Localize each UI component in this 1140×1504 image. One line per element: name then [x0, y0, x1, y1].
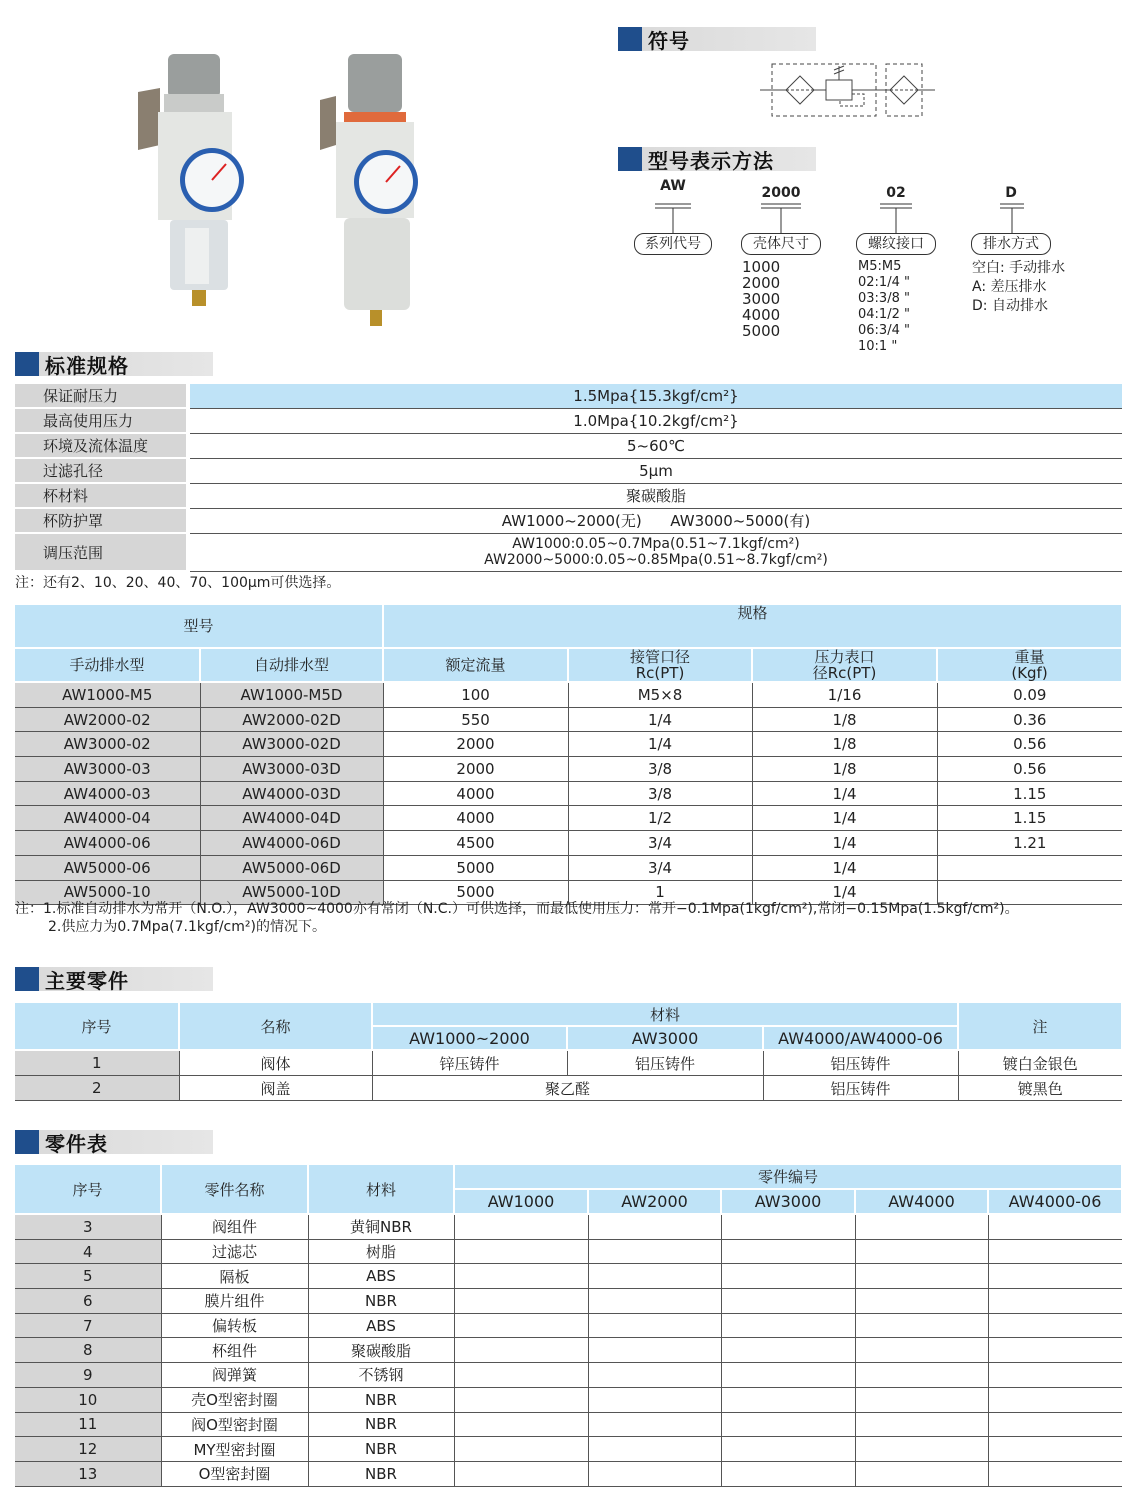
- cell-part-number: [855, 1363, 988, 1388]
- header-material: 材料: [372, 1003, 958, 1026]
- header-model-4: AW4000-06: [988, 1189, 1122, 1214]
- code-bracket: [880, 198, 912, 234]
- main-parts-header: [15, 1003, 1122, 1026]
- cell-part-number: [855, 1313, 988, 1338]
- table-row: [15, 1338, 1122, 1363]
- cell-material: NBR: [308, 1289, 454, 1314]
- cell-part-name: MY型密封圈: [161, 1437, 308, 1462]
- cell-weight: 0.56: [937, 757, 1122, 782]
- spec-value-range: [188, 533, 1122, 571]
- spec-row: [15, 433, 1122, 458]
- cell-auto-model: AW4000-03D: [200, 781, 383, 806]
- code-size: 2000: [761, 185, 801, 201]
- model-table-subheader: [15, 648, 1122, 682]
- spec-label: 环境及流体温度: [15, 433, 188, 458]
- code-port: 02: [886, 185, 906, 201]
- code-bracket: [761, 198, 801, 234]
- table-row: [15, 1313, 1122, 1338]
- cell-part-name: O型密封圈: [161, 1461, 308, 1486]
- cell-part-number: [721, 1239, 855, 1264]
- cell-auto-model: AW3000-02D: [200, 732, 383, 757]
- header-model-2: AW3000: [721, 1189, 855, 1214]
- cell-part-number: [855, 1387, 988, 1412]
- cell-auto-model: AW1000-M5D: [200, 682, 383, 707]
- cell-part-number: [721, 1289, 855, 1314]
- cell-part-number: [855, 1264, 988, 1289]
- cell-part-number: [454, 1289, 588, 1314]
- cell-manual-model: AW4000-06: [15, 831, 200, 856]
- cell-part-name: 阀组件: [161, 1214, 308, 1239]
- cell-flow: 2000: [383, 732, 568, 757]
- main-parts-table: [15, 1003, 1123, 1101]
- code-options-port: M5:M5 02:1/4 " 03:3/8 " 04:1/2 " 06:3/4 " 10:1 ": [858, 259, 910, 354]
- cell-gauge: 1/4: [752, 855, 937, 880]
- table-row: [15, 1264, 1122, 1289]
- spec-label: 调压范围: [15, 533, 188, 571]
- table-row: [15, 1076, 1122, 1101]
- cell-manual-model: AW2000-02: [15, 707, 200, 732]
- cell-weight: [937, 855, 1122, 880]
- cell-manual-model: AW1000-M5: [15, 682, 200, 707]
- cell-port: 3/4: [568, 831, 752, 856]
- cell-part-name: 膜片组件: [161, 1289, 308, 1314]
- cell-port: 1/4: [568, 732, 752, 757]
- cell-port: 3/8: [568, 781, 752, 806]
- filter-regulator-manual-image: [138, 54, 244, 306]
- cell-material: NBR: [308, 1461, 454, 1486]
- cell-gauge: 1/8: [752, 707, 937, 732]
- cell-flow: 4500: [383, 831, 568, 856]
- header-flow: 额定流量: [383, 648, 568, 682]
- cell-port: 1/4: [568, 707, 752, 732]
- spec-value: 5~60℃: [188, 433, 1122, 458]
- cell-material: 铝压铸件: [763, 1076, 958, 1101]
- cell-part-number: [588, 1338, 721, 1363]
- cell-material: ABS: [308, 1264, 454, 1289]
- table-row: [15, 855, 1122, 880]
- table-row: [15, 1437, 1122, 1462]
- cell-flow: 100: [383, 682, 568, 707]
- range-line-1: AW1000:0.05~0.7Mpa(0.51~7.1kgf/cm²): [512, 536, 800, 552]
- cell-weight: 1.15: [937, 806, 1122, 831]
- code-label-size: 壳体尺寸: [741, 233, 821, 255]
- table-row: [15, 732, 1122, 757]
- spec-label: 杯防护罩: [15, 508, 188, 533]
- cell-gauge: 1/4: [752, 831, 937, 856]
- model-table: [15, 605, 1123, 905]
- cell-part-number: [588, 1412, 721, 1437]
- cell-flow: 550: [383, 707, 568, 732]
- header-gauge: 压力表口 径Rc(PT): [752, 648, 937, 682]
- cell-port: 1: [568, 880, 752, 905]
- cell-manual-model: AW3000-03: [15, 757, 200, 782]
- parts-table: [15, 1165, 1123, 1487]
- header-partno: 零件编号: [454, 1165, 1122, 1189]
- cell-gauge: 1/16: [752, 682, 937, 707]
- cell-manual-model: AW4000-04: [15, 806, 200, 831]
- code-bracket: [655, 198, 691, 234]
- cell-part-number: [721, 1264, 855, 1289]
- code-series: AW: [660, 178, 686, 194]
- spec-label: 杯材料: [15, 483, 188, 508]
- cell-part-number: [988, 1313, 1122, 1338]
- cell-part-number: [588, 1387, 721, 1412]
- cell-no: 2: [15, 1076, 179, 1101]
- cell-no: 10: [15, 1387, 161, 1412]
- cell-name: 阀盖: [179, 1076, 372, 1101]
- filter-regulator-auto-image: [320, 54, 418, 326]
- cell-material: 铝压铸件: [763, 1050, 958, 1076]
- table-row: [15, 1289, 1122, 1314]
- cell-part-number: [454, 1338, 588, 1363]
- model-note-2: 2.供应力为0.7Mpa(7.1kgf/cm²)的情况下。: [48, 919, 326, 935]
- cell-part-number: [988, 1239, 1122, 1264]
- cell-part-number: [588, 1289, 721, 1314]
- cell-no: 7: [15, 1313, 161, 1338]
- cell-gauge: 1/4: [752, 806, 937, 831]
- cell-port: 1/2: [568, 806, 752, 831]
- cell-part-number: [588, 1264, 721, 1289]
- cell-gauge: 1/4: [752, 781, 937, 806]
- cell-material: 黄铜NBR: [308, 1214, 454, 1239]
- cell-auto-model: AW2000-02D: [200, 707, 383, 732]
- code-options-drain: 空白: 手动排水 A: 差压排水 D: 自动排水: [972, 260, 1066, 314]
- spec-row: [15, 408, 1122, 433]
- cell-material: NBR: [308, 1387, 454, 1412]
- cell-auto-model: AW3000-03D: [200, 757, 383, 782]
- cell-no: 9: [15, 1363, 161, 1388]
- spec-table: [15, 384, 1122, 572]
- cell-flow: 4000: [383, 781, 568, 806]
- cell-part-number: [988, 1412, 1122, 1437]
- code-bracket: [1000, 198, 1024, 234]
- cell-flow: 2000: [383, 757, 568, 782]
- spec-note: 注：还有2、10、20、40、70、100μm可供选择。: [15, 575, 341, 591]
- table-row: [15, 781, 1122, 806]
- header-m3: AW4000/AW4000-06: [763, 1026, 958, 1050]
- code-drain: D: [1005, 185, 1017, 201]
- cell-part-number: [988, 1387, 1122, 1412]
- cell-part-name: 阀O型密封圈: [161, 1412, 308, 1437]
- spec-row: [15, 384, 1122, 408]
- cell-name: 阀体: [179, 1050, 372, 1076]
- cell-auto-model: AW4000-06D: [200, 831, 383, 856]
- cell-manual-model: AW5000-10: [15, 880, 200, 905]
- cell-part-number: [454, 1239, 588, 1264]
- section-header-main-parts: 主要零件: [15, 967, 213, 991]
- header-manual: 手动排水型: [15, 648, 200, 682]
- cell-part-number: [855, 1289, 988, 1314]
- spec-value: 5μm: [188, 458, 1122, 483]
- header-m2: AW3000: [567, 1026, 763, 1050]
- cell-no: 4: [15, 1239, 161, 1264]
- cell-part-number: [588, 1313, 721, 1338]
- header-name: 名称: [179, 1003, 372, 1050]
- header-no: 序号: [15, 1003, 179, 1050]
- model-note-1: 注：1.标准自动排水为常开（N.O.），AW3000~4000亦有常闭（N.C.）可供选择，而最低使用压力：常开−0.1Mpa(1kgf/cm²),常闭−0.15Mpa(1.5kgf/cm²)。: [15, 901, 1019, 917]
- cell-part-number: [988, 1338, 1122, 1363]
- cell-part-number: [988, 1289, 1122, 1314]
- spec-value: 1.0Mpa{10.2kgf/cm²}: [188, 408, 1122, 433]
- cell-material: 聚乙醛: [372, 1076, 763, 1101]
- cell-part-name: 壳O型密封圈: [161, 1387, 308, 1412]
- cell-part-number: [454, 1437, 588, 1462]
- cell-part-name: 杯组件: [161, 1338, 308, 1363]
- section-header-parts-list: 零件表: [15, 1130, 213, 1154]
- cell-flow: 5000: [383, 855, 568, 880]
- cell-note: 镀黑色: [958, 1076, 1122, 1101]
- cell-no: 12: [15, 1437, 161, 1462]
- cell-part-number: [588, 1437, 721, 1462]
- cell-no: 3: [15, 1214, 161, 1239]
- cell-part-name: 偏转板: [161, 1313, 308, 1338]
- cell-part-number: [588, 1363, 721, 1388]
- cell-part-number: [988, 1363, 1122, 1388]
- cell-part-number: [855, 1437, 988, 1462]
- cell-material: 聚碳酸脂: [308, 1338, 454, 1363]
- spec-label: 过滤孔径: [15, 458, 188, 483]
- cell-port: 3/4: [568, 855, 752, 880]
- cell-part-number: [721, 1338, 855, 1363]
- cell-flow: 4000: [383, 806, 568, 831]
- header-m1: AW1000~2000: [372, 1026, 567, 1050]
- table-row: [15, 1387, 1122, 1412]
- cell-part-name: 过滤芯: [161, 1239, 308, 1264]
- cell-auto-model: AW5000-06D: [200, 855, 383, 880]
- cell-part-number: [721, 1412, 855, 1437]
- cell-part-name: 隔板: [161, 1264, 308, 1289]
- spec-label: 最高使用压力: [15, 408, 188, 433]
- cell-material: 不锈钢: [308, 1363, 454, 1388]
- cell-weight: 1.15: [937, 781, 1122, 806]
- cell-auto-model: AW5000-10D: [200, 880, 383, 905]
- table-row: [15, 1214, 1122, 1239]
- cell-part-number: [721, 1437, 855, 1462]
- cell-part-number: [454, 1363, 588, 1388]
- header-auto: 自动排水型: [200, 648, 383, 682]
- cell-no: 8: [15, 1338, 161, 1363]
- header-name: 零件名称: [161, 1165, 308, 1214]
- table-row: [15, 682, 1122, 707]
- section-header-spec: 标准规格: [15, 352, 213, 376]
- spec-row: [15, 483, 1122, 508]
- cell-no: 1: [15, 1050, 179, 1076]
- cell-part-number: [988, 1461, 1122, 1486]
- parts-header: [15, 1165, 1122, 1189]
- cell-part-number: [721, 1363, 855, 1388]
- model-table-header: [15, 605, 1122, 648]
- cell-gauge: 1/8: [752, 757, 937, 782]
- cell-manual-model: AW4000-03: [15, 781, 200, 806]
- cell-weight: 0.09: [937, 682, 1122, 707]
- code-label-series: 系列代号: [634, 233, 712, 255]
- cell-material: ABS: [308, 1313, 454, 1338]
- code-options-size: 1000 2000 3000 4000 5000: [742, 258, 781, 340]
- section-header-symbol: 符号: [618, 27, 816, 51]
- header-material: 材料: [308, 1165, 454, 1214]
- cell-part-number: [721, 1461, 855, 1486]
- table-row: [15, 1050, 1122, 1076]
- cell-part-number: [588, 1461, 721, 1486]
- header-port: 接管口径 Rc(PT): [568, 648, 752, 682]
- cell-material: NBR: [308, 1412, 454, 1437]
- header-note: 注: [958, 1003, 1122, 1050]
- table-row: [15, 1461, 1122, 1486]
- product-photo: [130, 50, 440, 335]
- table-row: [15, 1239, 1122, 1264]
- cell-part-number: [988, 1214, 1122, 1239]
- spec-label: 保证耐压力: [15, 384, 188, 408]
- code-label-drain: 排水方式: [971, 233, 1051, 255]
- cell-no: 5: [15, 1264, 161, 1289]
- cell-manual-model: AW3000-02: [15, 732, 200, 757]
- cell-part-number: [454, 1412, 588, 1437]
- cell-part-number: [454, 1264, 588, 1289]
- spec-row: [15, 533, 1122, 571]
- cell-no: 11: [15, 1412, 161, 1437]
- spec-value: 聚碳酸脂: [188, 483, 1122, 508]
- cell-gauge: 1/8: [752, 732, 937, 757]
- cell-part-number: [855, 1214, 988, 1239]
- table-row: [15, 757, 1122, 782]
- cell-weight: 0.36: [937, 707, 1122, 732]
- cell-note: 镀白金银色: [958, 1050, 1122, 1076]
- cell-material: 铝压铸件: [567, 1050, 763, 1076]
- cell-flow: 5000: [383, 880, 568, 905]
- cell-part-number: [855, 1338, 988, 1363]
- header-model: 型号: [15, 605, 383, 648]
- cell-part-number: [855, 1461, 988, 1486]
- cell-part-number: [988, 1264, 1122, 1289]
- cell-part-number: [721, 1387, 855, 1412]
- table-row: [15, 707, 1122, 732]
- cell-port: M5×8: [568, 682, 752, 707]
- cell-part-number: [454, 1313, 588, 1338]
- cell-weight: 1.21: [937, 831, 1122, 856]
- cell-part-number: [454, 1214, 588, 1239]
- table-row: [15, 806, 1122, 831]
- table-row: [15, 1363, 1122, 1388]
- pneumatic-symbol-diagram: [760, 60, 935, 120]
- cell-part-number: [454, 1461, 588, 1486]
- cell-no: 13: [15, 1461, 161, 1486]
- cell-auto-model: AW4000-04D: [200, 806, 383, 831]
- spec-row: [15, 458, 1122, 483]
- cell-port: 3/8: [568, 757, 752, 782]
- cell-part-number: [454, 1387, 588, 1412]
- header-model-1: AW2000: [588, 1189, 721, 1214]
- cell-part-name: 阀弹簧: [161, 1363, 308, 1388]
- cell-manual-model: AW5000-06: [15, 855, 200, 880]
- cell-part-number: [588, 1214, 721, 1239]
- cell-part-number: [721, 1313, 855, 1338]
- table-row: [15, 831, 1122, 856]
- header-model-3: AW4000: [855, 1189, 988, 1214]
- cell-material: NBR: [308, 1437, 454, 1462]
- cell-no: 6: [15, 1289, 161, 1314]
- cell-part-number: [721, 1214, 855, 1239]
- cell-material: 锌压铸件: [372, 1050, 567, 1076]
- cell-gauge: 1/4: [752, 880, 937, 905]
- spec-value: 1.5Mpa{15.3kgf/cm²}: [188, 384, 1122, 408]
- spec-row: [15, 508, 1122, 533]
- header-spec: 规格: [383, 605, 1122, 648]
- table-row: [15, 1412, 1122, 1437]
- spec-value: AW1000~2000(无) AW3000~5000(有): [188, 508, 1122, 533]
- header-model-0: AW1000: [454, 1189, 588, 1214]
- cell-part-number: [855, 1412, 988, 1437]
- header-no: 序号: [15, 1165, 161, 1214]
- range-line-2: AW2000~5000:0.05~0.85Mpa(0.51~8.7kgf/cm²): [484, 552, 828, 568]
- cell-material: 树脂: [308, 1239, 454, 1264]
- section-header-model-code: 型号表示方法: [618, 147, 816, 171]
- cell-part-number: [988, 1437, 1122, 1462]
- cell-weight: 0.56: [937, 732, 1122, 757]
- cell-part-number: [588, 1239, 721, 1264]
- cell-part-number: [855, 1239, 988, 1264]
- code-label-port: 螺纹接口: [856, 233, 936, 255]
- header-weight: 重量 (Kgf): [937, 648, 1122, 682]
